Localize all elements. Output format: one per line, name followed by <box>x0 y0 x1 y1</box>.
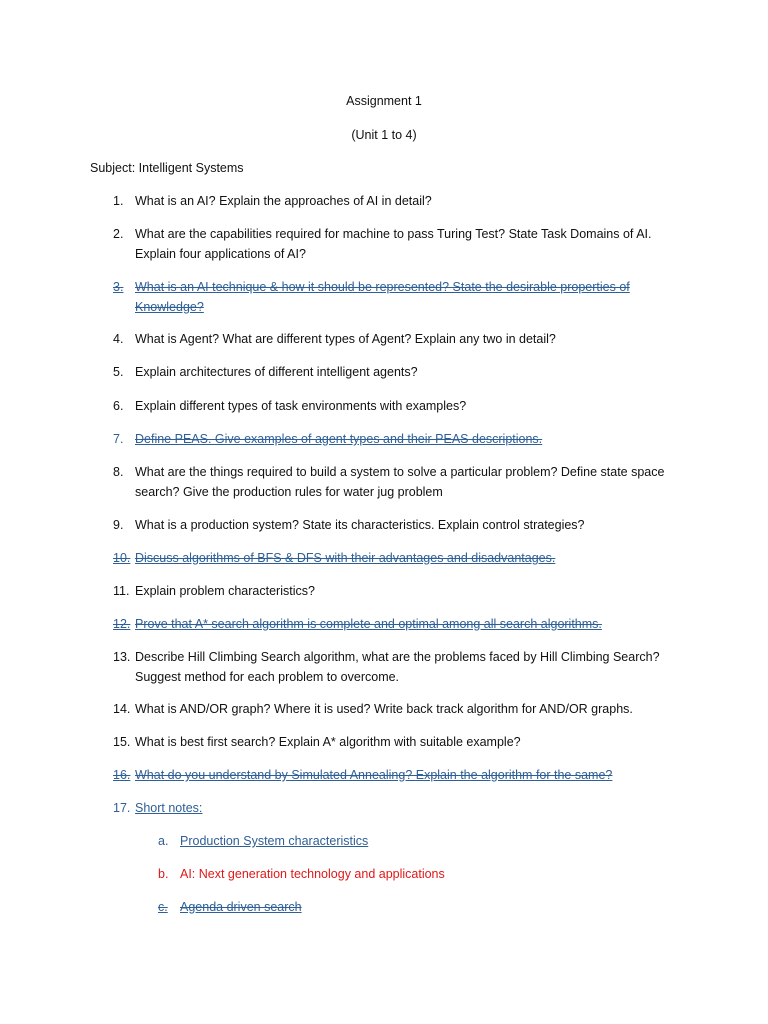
note-letter: b. <box>158 867 169 881</box>
question-number: 8. <box>113 465 124 479</box>
question-number: 14. <box>113 702 131 716</box>
question-text: What is AND/OR graph? Where it is used? Write back track algorithm for AND/OR graphs. <box>135 702 633 716</box>
question-text: What is a production system? State its characteristics. Explain control strategies? <box>135 518 585 532</box>
question-number: 5. <box>113 365 124 379</box>
question-number: 16. <box>113 768 131 782</box>
question-number: 3. <box>113 280 124 294</box>
note-letter: a. <box>158 834 169 848</box>
question-text: What is best first search? Explain A* algorithm with suitable example? <box>135 735 521 749</box>
unit-range: (Unit 1 to 4) <box>351 128 417 142</box>
question-text: What are the capabilities required for machine to pass Turing Test? State Task Domains of AI. Explain four applications of AI? <box>135 227 652 261</box>
note-letter: c. <box>158 900 168 914</box>
question-text: What is an AI technique & how it should be represented? State the desirable properties of Knowledge? <box>135 280 630 314</box>
question-text: Short notes: <box>135 801 203 815</box>
question-number: 13. <box>113 650 131 664</box>
question-text: What is an AI? Explain the approaches of AI in detail? <box>135 194 432 208</box>
question-text: Explain problem characteristics? <box>135 584 315 598</box>
question-number: 10. <box>113 551 131 565</box>
question-number: 1. <box>113 194 124 208</box>
page-title: Assignment 1 <box>346 94 422 108</box>
question-text: Explain different types of task environments with examples? <box>135 399 467 413</box>
question-number: 7. <box>113 432 124 446</box>
question-text: What do you understand by Simulated Annealing? Explain the algorithm for the same? <box>135 768 613 782</box>
question-number: 17. <box>113 801 131 815</box>
subject-line: Subject: Intelligent Systems <box>90 161 244 175</box>
question-text: Describe Hill Climbing Search algorithm, what are the problems faced by Hill Climbing Search? Suggest method for each problem to overcome. <box>135 650 660 684</box>
question-number: 4. <box>113 332 124 346</box>
question-number: 12. <box>113 617 131 631</box>
question-text: Define PEAS. Give examples of agent types and their PEAS descriptions. <box>135 432 543 446</box>
question-text: Explain architectures of different intelligent agents? <box>135 365 418 379</box>
question-number: 15. <box>113 735 131 749</box>
note-text: AI: Next generation technology and applications <box>180 867 445 881</box>
question-number: 9. <box>113 518 124 532</box>
question-number: 2. <box>113 227 124 241</box>
question-text: Discuss algorithms of BFS & DFS with their advantages and disadvantages. <box>135 551 556 565</box>
question-text: Prove that A* search algorithm is complete and optimal among all search algorithms. <box>135 617 602 631</box>
question-number: 11. <box>113 584 130 598</box>
note-text: Production System characteristics <box>180 834 369 848</box>
note-text: Agenda driven search <box>180 900 302 914</box>
question-text: What are the things required to build a system to solve a particular problem? Define state space search? Give the production rules for water jug problem <box>135 465 665 499</box>
question-text: What is Agent? What are different types of Agent? Explain any two in detail? <box>135 332 556 346</box>
question-number: 6. <box>113 399 124 413</box>
